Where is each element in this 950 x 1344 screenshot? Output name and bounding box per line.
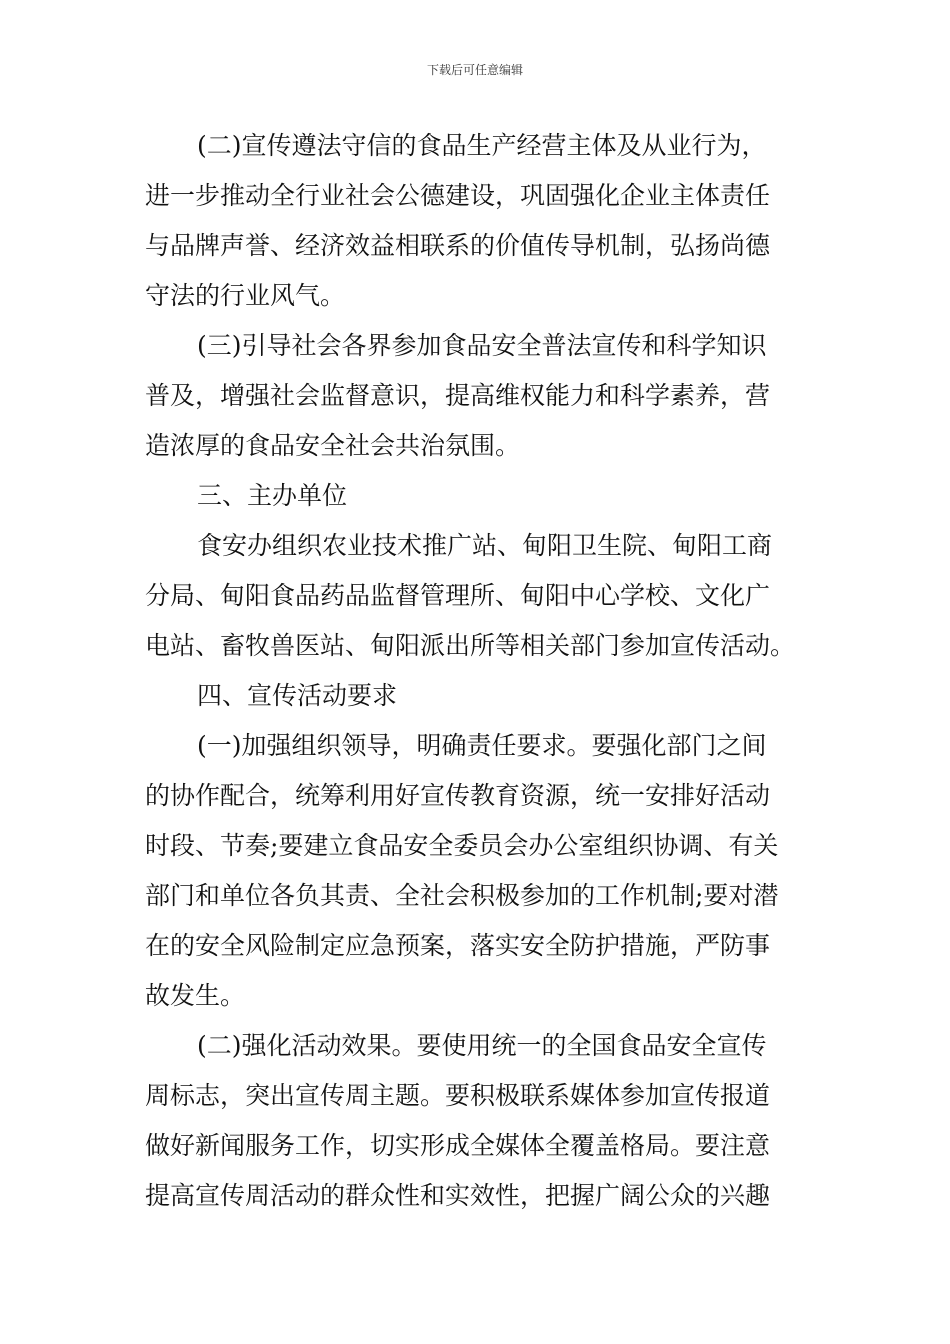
- document-body: [145, 121, 811, 1221]
- paragraph-line: 电站、畜牧兽医站、甸阳派出所等相关部门参加宣传活动。: [145, 631, 796, 660]
- paragraph-line: 在的安全风险制定应急预案，落实安全防护措施，严防事: [145, 931, 771, 960]
- paragraph-line: 做好新闻服务工作，切实形成全媒体全覆盖格局。要注意: [145, 1131, 771, 1160]
- paragraph-line: 进一步推动全行业社会公德建设，巩固强化企业主体责任: [145, 181, 771, 210]
- paragraph-line: 提高宣传周活动的群众性和实效性，把握广阔公众的兴趣: [145, 1181, 771, 1210]
- paragraph-line: 普及，增强社会监督意识，提高维权能力和科学素养，营: [145, 381, 771, 410]
- paragraph-line: 造浓厚的食品安全社会共治氛围。: [145, 431, 521, 460]
- page-header: 下载后可任意编辑: [426, 63, 523, 77]
- paragraph-line: (三)引导社会各界参加食品安全普法宣传和科学知识: [197, 331, 767, 360]
- paragraph-line: 时段、节奏;要建立食品安全委员会办公室组织协调、有关: [145, 831, 779, 860]
- paragraph-line: 的协作配合，统筹利用好宣传教育资源，统一安排好活动: [145, 781, 771, 810]
- section-heading: 四、宣传活动要求: [197, 681, 398, 710]
- paragraph-line: 食安办组织农业技术推广站、甸阳卫生院、甸阳工商: [197, 531, 773, 560]
- paragraph-line: 守法的行业风气。: [145, 281, 346, 310]
- paragraph-line: (二)宣传遵法守信的食品生产经营主体及从业行为，: [197, 131, 767, 160]
- paragraph-line: 周标志，突出宣传周主题。要积极联系媒体参加宣传报道: [145, 1081, 771, 1110]
- paragraph-line: 部门和单位各负其责、全社会积极参加的工作机制;要对潜: [145, 881, 779, 910]
- paragraph-line: (二)强化活动效果。要使用统一的全国食品安全宣传: [197, 1031, 767, 1060]
- section-heading: 三、主办单位: [197, 481, 348, 510]
- paragraph-line: 故发生。: [145, 981, 246, 1010]
- paragraph-line: (一)加强组织领导，明确责任要求。要强化部门之间: [197, 731, 767, 760]
- paragraph-line: 分局、甸阳食品药品监督管理所、甸阳中心学校、文化广: [145, 581, 771, 610]
- paragraph-line: 与品牌声誉、经济效益相联系的价值传导机制，弘扬尚德: [145, 231, 771, 260]
